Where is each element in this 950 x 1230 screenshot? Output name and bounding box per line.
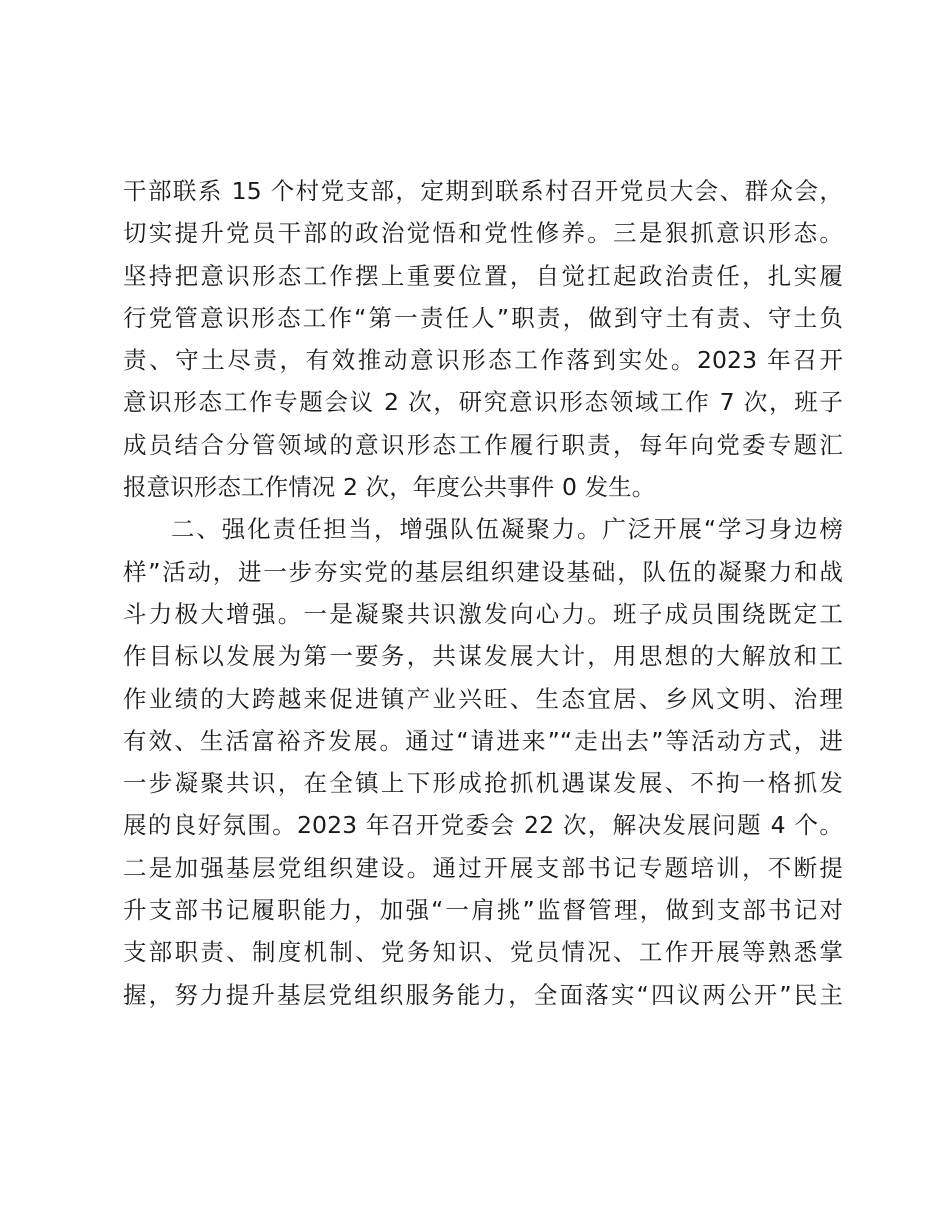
text-line: 支部职责、制度机制、党务知识、党员情况、工作开展等熟悉掌: [123, 938, 843, 967]
text-line: 一步凝聚共识，在全镇上下形成抢抓机遇谋发展、不拘一格抓发: [123, 769, 843, 798]
text-line: 握，努力提升基层党组织服务能力，全面落实“四议两公开”民主: [123, 980, 843, 1009]
text-line: 作业绩的大跨越来促进镇产业兴旺、生态宜居、乡风文明、治理: [123, 684, 843, 713]
text-line: 升支部书记履职能力，加强“一肩挑”监督管理，做到支部书记对: [123, 896, 843, 925]
text-line: 坚持把意识形态工作摆上重要位置，自觉扛起政治责任，扎实履: [123, 261, 843, 290]
paragraph-heading-line: 二、强化责任担当，增强队伍凝聚力。广泛开展“学习身边榜: [171, 515, 843, 544]
text-line: 行党管意识形态工作“第一责任人”职责，做到守土有责、守土负: [123, 303, 843, 332]
text-line: 成员结合分管领域的意识形态工作履行职责，每年向党委专题汇: [123, 430, 843, 459]
text-line: 斗力极大增强。一是凝聚共识激发向心力。班子成员围绕既定工: [123, 599, 843, 628]
text-line: 意识形态工作专题会议 2 次，研究意识形态领域工作 7 次，班子: [123, 388, 843, 417]
text-line: 切实提升党员干部的政治觉悟和党性修养。三是狠抓意识形态。: [123, 219, 843, 248]
text-line: 展的良好氛围。2023 年召开党委会 22 次，解决发展问题 4 个。: [123, 811, 843, 840]
text-line: 责、守土尽责，有效推动意识形态工作落到实处。2023 年召开: [123, 346, 843, 375]
text-line: 干部联系 15 个村党支部，定期到联系村召开党员大会、群众会，: [123, 177, 843, 205]
text-line: 样”活动，进一步夯实党的基层组织建设基础，队伍的凝聚力和战: [123, 557, 843, 586]
body-text: [123, 170, 843, 1016]
text-line: 有效、生活富裕齐发展。通过“请进来”“走出去”等活动方式，进: [123, 726, 843, 755]
text-line: 作目标以发展为第一要务，共谋发展大计，用思想的大解放和工: [123, 642, 843, 671]
text-line: 报意识形态工作情况 2 次，年度公共事件 0 发生。: [123, 473, 656, 502]
text-line: 二是加强基层党组织建设。通过开展支部书记专题培训，不断提: [123, 853, 843, 882]
